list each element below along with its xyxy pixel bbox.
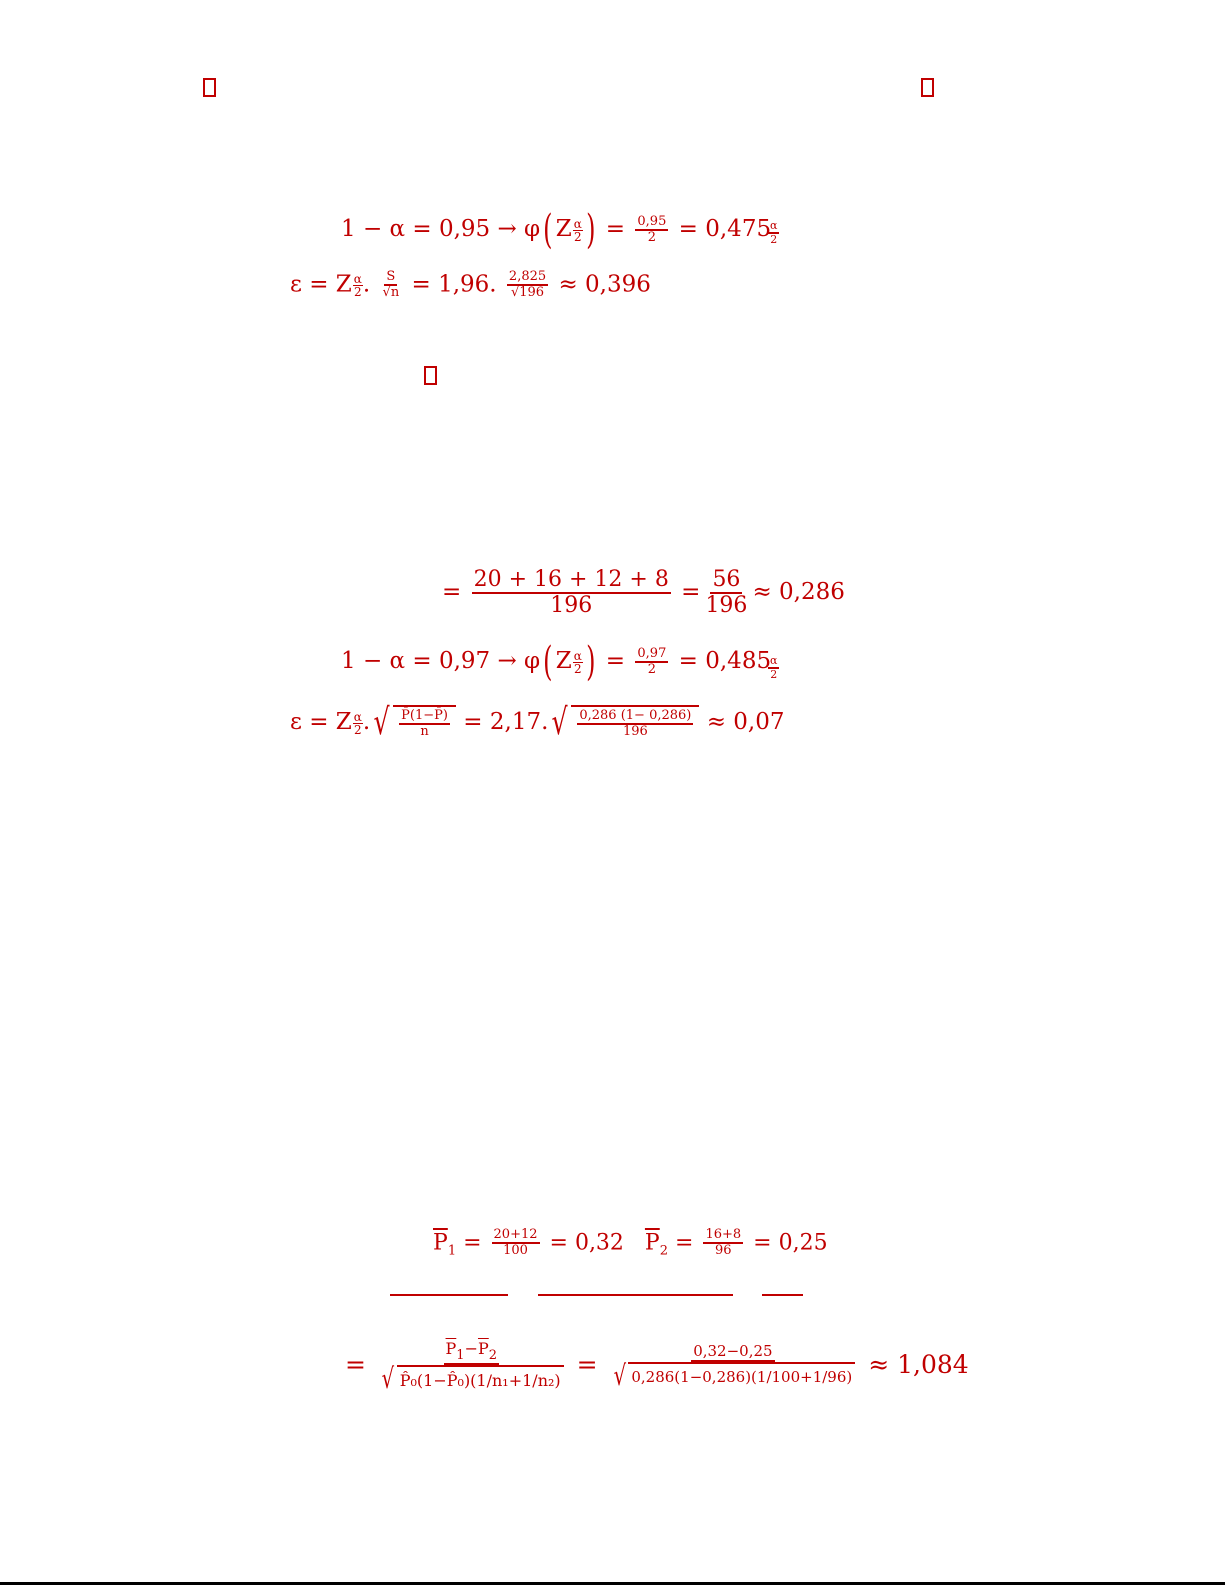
p2-symbol: $\overline{P}$ [477,1339,489,1358]
z-sub-den: 2 [574,661,582,676]
frac-num: P̄(1−P̄) [399,709,450,725]
fraction [399,709,450,740]
side-alpha-fraction [765,655,782,681]
frac-den: 2 [770,668,778,682]
eq-sign: = [675,1230,694,1256]
fraction [768,220,779,246]
sqrt-body: 0,286(1−0,286)(1/100+1/96) [628,1362,855,1390]
underline-rule [762,1294,803,1296]
eq-sign: = [442,579,462,606]
eq-lhs: ε = Z [290,709,352,735]
eq-sign: = [605,216,626,242]
frac-num: 0,95 [635,215,668,231]
frac-den: 196 [705,593,748,619]
eq-sign2: = [576,1350,598,1380]
fraction [472,568,671,618]
frac-den [609,1358,858,1392]
p2-symbol: $\overline{P}$ [644,1230,660,1256]
p1-symbol: $\overline{P}$ [445,1339,457,1358]
side-alpha-fraction [765,220,782,246]
fraction [377,1339,566,1396]
minus: − [464,1339,478,1358]
fraction [703,1228,743,1259]
eq-mid: = 2,17. [463,709,549,735]
frac-den: 196 [550,593,593,619]
frac-den: √196 [510,285,545,301]
frac-num: 0,32−0,25 [693,1342,773,1361]
eq-sign: = [463,1230,482,1256]
eq-result: ≈ 0,07 [706,709,785,735]
frac-num: 56 [710,568,742,594]
eq-mid: = 0,32 [549,1230,624,1256]
p1-symbol: $\overline{P}$ [433,1230,448,1256]
eq-result: ≈ 0,286 [752,579,845,606]
paren-right: ) [585,207,596,253]
frac-den: 100 [503,1243,528,1259]
fraction [577,709,693,740]
eq-result: ≈ 1,084 [868,1350,969,1380]
frac-den: 2 [647,230,656,245]
equation-z-test-statistic [345,1339,969,1396]
z-sub-den: 2 [354,284,362,299]
eq-sign: = [605,648,626,674]
frac-den: √n [382,285,400,301]
frac-den: 2 [770,233,778,247]
eq-mid: = 1,96. [411,271,497,298]
z-subscript [573,218,583,243]
fraction [635,215,668,246]
fraction [635,647,668,678]
eq-sign: = [345,1350,366,1380]
square-root: √ $\frac{P̄(1-P̄)}{n}$ [370,705,456,741]
frac-den: n [420,724,429,739]
frac-num: 2,825 [507,270,548,286]
underline-rule [538,1294,733,1296]
eq-sign2: = [681,579,701,606]
frac-num: α [768,220,779,234]
frac-num: α [768,655,779,669]
frac-den: 2 [647,662,656,677]
p1-subscript: 1 [456,1348,465,1363]
eq-result: ≈ 0,396 [558,271,651,298]
frac-num: S [384,270,397,286]
z-subscript [573,650,583,675]
equation-confidence-097 [341,639,772,685]
fraction [507,270,548,301]
z-sub-num: α [573,216,582,231]
square-root: √ $\frac{0,286 (1- 0,286)}{196}$ [548,705,699,741]
frac-num [444,1340,500,1365]
frac-num: 0,97 [635,647,668,663]
square-root: √ P̂₀(1−P̂₀)(1/n₁+1/n₂) [379,1365,564,1393]
z-sub-num: α [353,709,362,724]
frac-num: 0,286 (1− 0,286) [577,709,693,725]
paren-right: ) [585,639,596,685]
frac-den [377,1362,566,1396]
missing-glyph-icon [921,78,934,97]
z-symbol: Z [555,648,572,674]
eq-lhs: 1 − α = 0,97 → φ [341,648,541,674]
z-subscript [353,273,363,298]
underline-rule [390,1294,508,1296]
fraction [609,1343,858,1390]
missing-glyph-icon [203,78,216,97]
frac-num: 16+8 [703,1228,743,1244]
paren-left: ( [543,207,553,253]
equation-sample-proportions [433,1228,828,1259]
z-sub-num: α [353,271,362,286]
frac-den: 196 [622,724,648,739]
p2-subscript: 2 [488,1348,498,1363]
z-sub-num: α [573,648,582,663]
fraction [703,568,749,618]
fraction [381,270,402,301]
z-subscript [353,711,363,736]
fraction [768,655,779,681]
eq-result: = 0,485 [678,648,772,674]
z-sub-den: 2 [574,229,582,244]
equation-epsilon-mean [290,270,651,301]
equation-proportion [442,568,845,618]
sqrt-body: P̂₀(1−P̂₀)(1/n₁+1/n₂) [397,1365,564,1393]
p2-subscript: 2 [659,1243,669,1259]
paren-left: ( [543,639,553,685]
frac-num: 20+12 [492,1228,540,1244]
square-root: √ 0,286(1−0,286)(1/100+1/96) [611,1362,856,1390]
frac-den: 96 [715,1243,732,1259]
dot: . [362,271,371,298]
z-sub-den: 2 [354,722,362,737]
fraction [492,1228,540,1259]
eq-lhs: 1 − α = 0,95 → φ [341,216,541,242]
eq-result: = 0,25 [753,1230,828,1256]
eq-result: = 0,475 [678,216,772,242]
eq-lhs: ε = Z [290,271,352,298]
frac-num: 20 + 16 + 12 + 8 [472,568,671,594]
p1-subscript: 1 [447,1243,457,1259]
equation-confidence-095 [341,207,772,253]
dot: . [362,709,371,735]
missing-glyph-icon [424,366,437,385]
z-symbol: Z [555,216,572,242]
equation-epsilon-proportion [290,702,785,743]
